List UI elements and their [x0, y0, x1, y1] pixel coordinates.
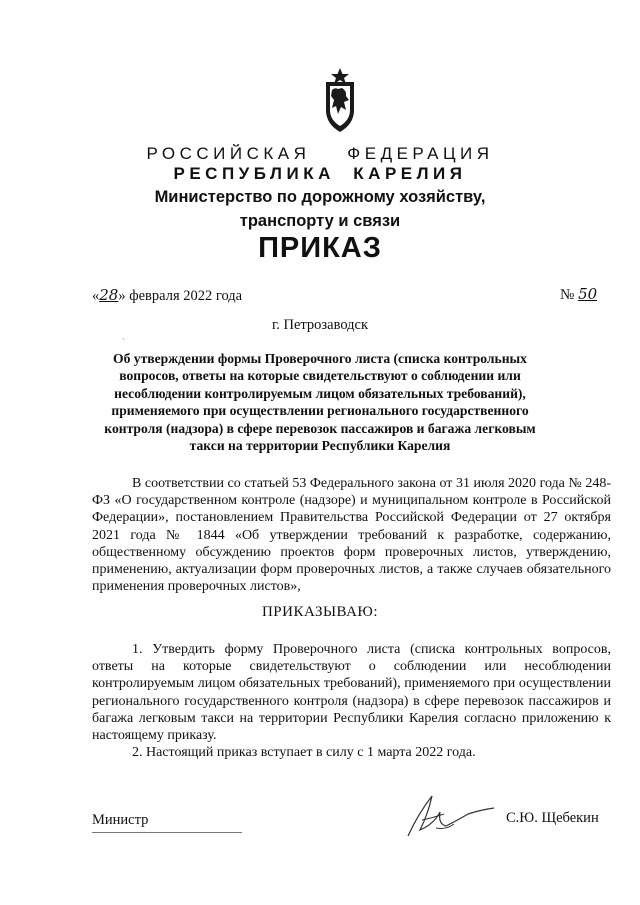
republic-heading: РЕСПУБЛИКА КАРЕЛИЯ [173, 164, 467, 183]
number-handwritten: 50 [578, 285, 598, 303]
date-day-handwritten: 28 [99, 286, 119, 304]
item-2-paragraph: 2. Настоящий приказ вступает в силу с 1 марта 2022 года. [132, 745, 476, 760]
decree-word: ПРИКАЗЫВАЮ: [261, 604, 379, 620]
country-heading: РОССИЙСКАЯ ФЕДЕРАЦИЯ [146, 144, 494, 163]
ministry-line-1: Министерство по дорожному хозяйству, [154, 188, 486, 206]
date-rest: » февраля 2022 года [118, 288, 243, 304]
city: г. Петрозаводск [271, 317, 369, 333]
date-open-quote: « [92, 288, 100, 304]
ministry-line-2: транспорту и связи [239, 212, 401, 230]
order-date [92, 286, 242, 305]
karelia-coat-of-arms-icon [320, 66, 360, 134]
order-number [560, 285, 597, 304]
number-prefix: № [560, 287, 575, 303]
order-title: ПРИКАЗ [258, 232, 382, 264]
item-1-paragraph: 1. Утвердить форму Проверочного листа (списка контрольных вопросов, ответы на которые свидетельствуют о соблюдении или несоблюдении контролируемым лицом обязательных требований), применяемого при осуществлении регионального государственного контроля (надзора) в сфере перевозок пассажиров и багажа легковым такси на территории Республики Карелия согласно приложению к настоящему приказу. [92, 642, 611, 744]
stray-mark: ˎ [122, 330, 125, 340]
preamble-paragraph: В соответствии со статьей 53 Федерального закона от 31 июля 2020 года № 248-ФЗ «О государственном контроле (надзоре) и муниципальном контроле в Российской Федерации», постановлением Правительства Российской Федерации от 27 октября 2021 года № 1844 «Об утверждении требований к разработке, содержанию, общественному обсуждению проектов форм проверочных листов, утверждению, применению, актуализации форм проверочных листов, а также случаев обязательного применения проверочных листов», [92, 476, 611, 595]
signer-position: Министр [92, 812, 149, 828]
ministry-name [100, 185, 540, 233]
signature-underline [92, 832, 242, 833]
order-subject: Об утверждении формы Проверочного листа (списка контрольных вопросов, ответы на которые свидетельствуют о соблюдении или несоблюдении контролируемым лицом обязательных требований), применяемого при осуществлении регионального государственного контроля (надзора) в сфере перевозок пассажиров и багажа легковым такси на территории Республики Карелия [104, 351, 536, 454]
handwritten-signature [388, 784, 498, 844]
signer-name: С.Ю. Щебекин [506, 810, 599, 826]
